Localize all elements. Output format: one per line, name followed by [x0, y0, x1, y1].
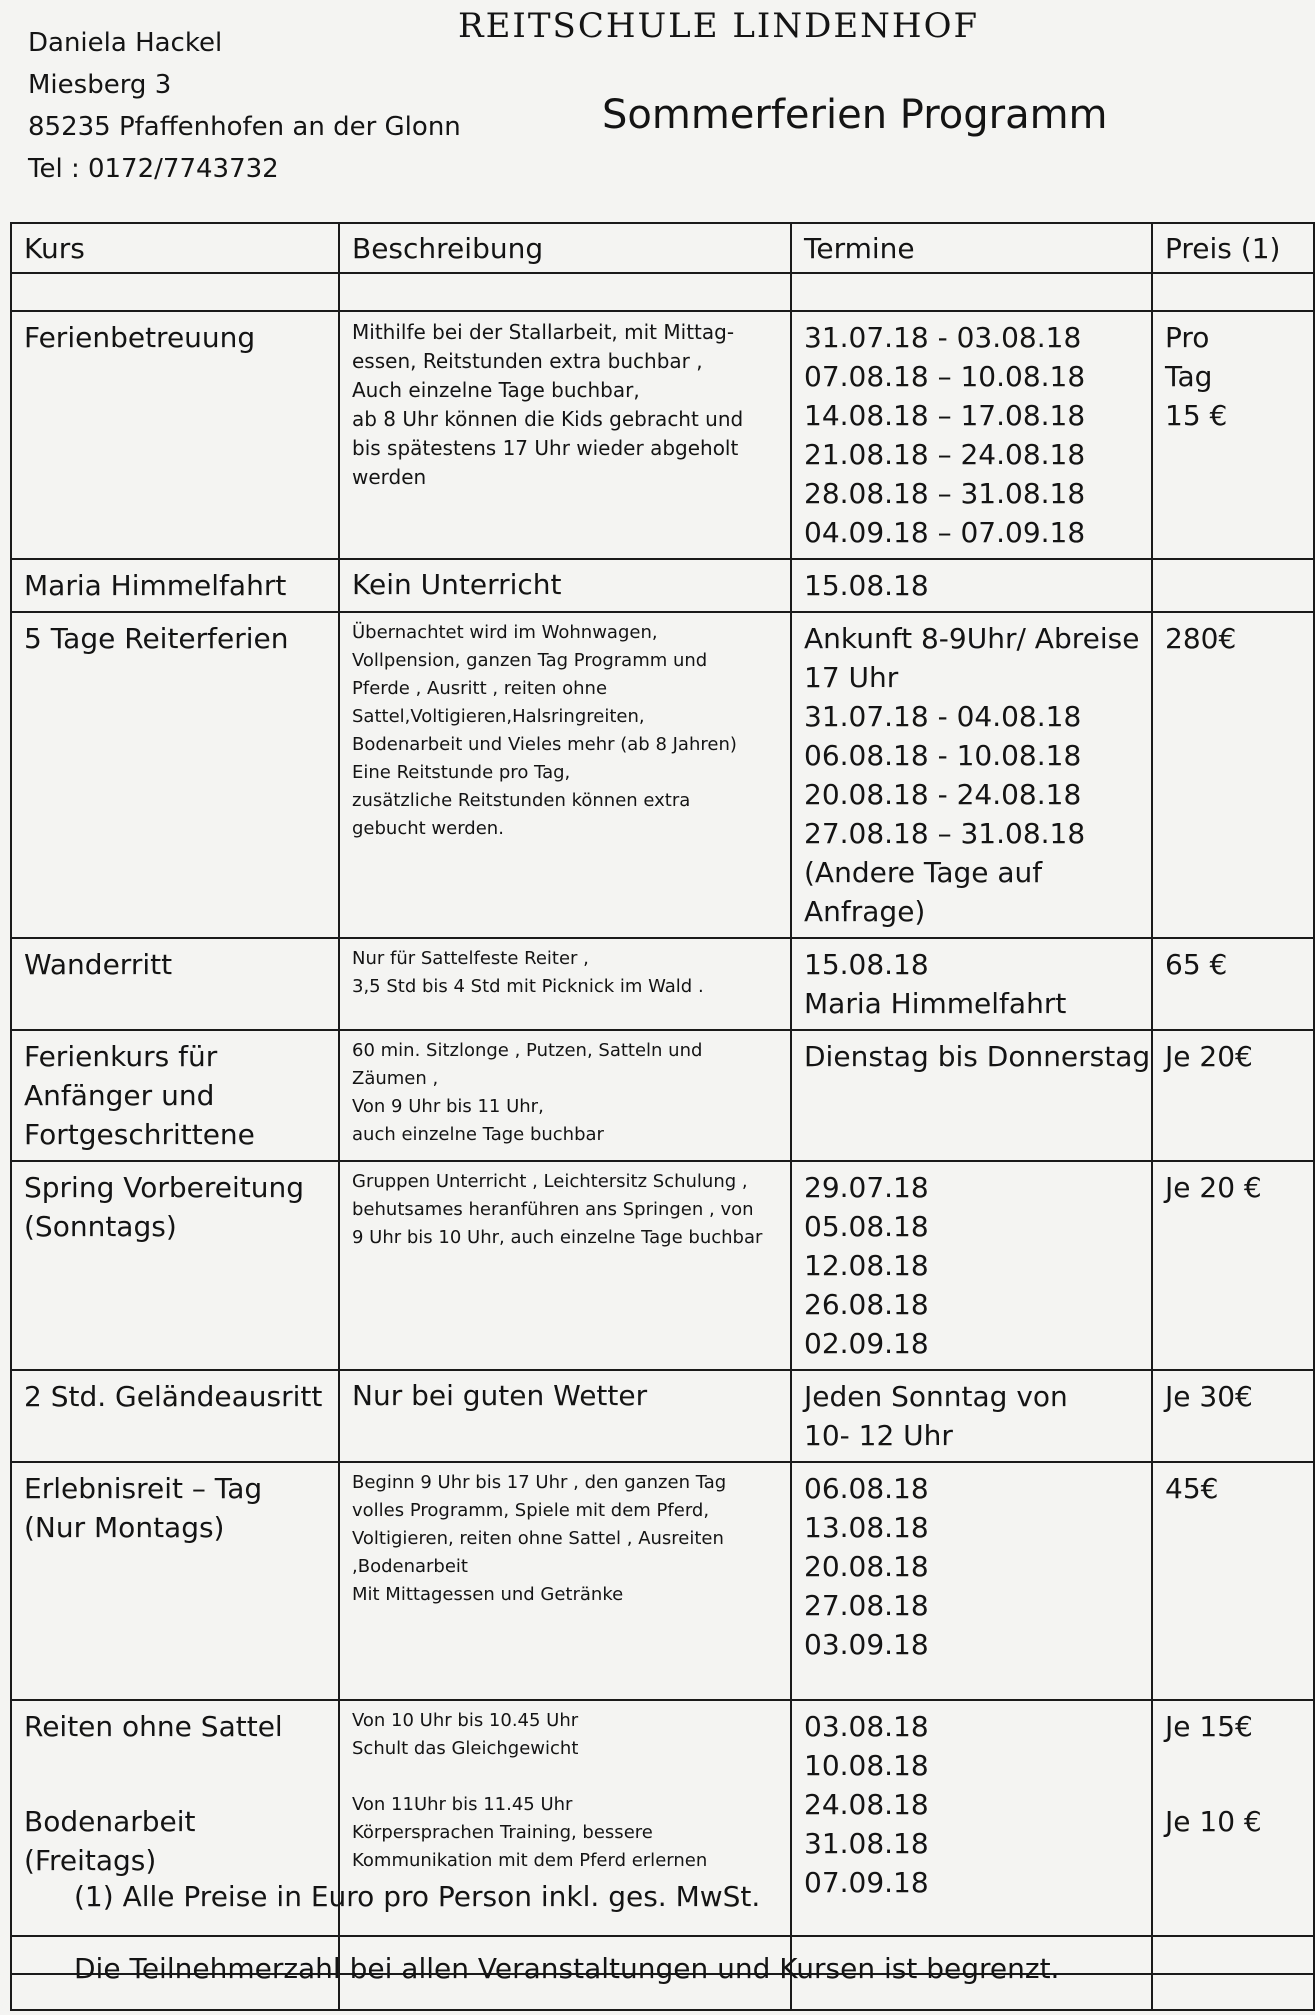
date-line: 06.08.18 [804, 1472, 929, 1505]
description-line: Von 11Uhr bis 11.45 Uhr [352, 1794, 573, 1815]
date-line: 29.07.18 [804, 1171, 929, 1204]
description-line: Pferde , Ausritt , reiten ohne [352, 678, 608, 699]
date-line: 07.09.18 [804, 1866, 929, 1899]
date-line: 10- 12 Uhr [804, 1419, 953, 1452]
spacer-row [11, 273, 1314, 311]
kurs-line: Fortgeschrittene [24, 1118, 255, 1151]
table-row [11, 938, 1314, 1030]
date-line: 27.08.18 – 31.08.18 [804, 817, 1086, 850]
description-line: auch einzelne Tage buchbar [352, 1124, 604, 1145]
price-cell [1152, 938, 1314, 1030]
date-line: 06.08.18 - 10.08.18 [804, 739, 1082, 772]
kurs-cell [11, 612, 339, 938]
price-cell [1152, 1462, 1314, 1700]
description-cell [339, 311, 791, 559]
dates-cell [791, 1161, 1152, 1370]
description-cell [339, 1370, 791, 1462]
dates-cell [791, 1462, 1152, 1700]
price-cell [1152, 1030, 1314, 1161]
description-cell [339, 1030, 791, 1161]
kurs-line: Maria Himmelfahrt [24, 569, 287, 602]
description-line: 9 Uhr bis 10 Uhr, auch einzelne Tage buchbar [352, 1227, 763, 1248]
date-line: 10.08.18 [804, 1749, 929, 1782]
description-cell [339, 612, 791, 938]
description-cell [339, 559, 791, 612]
description-line: Sattel,Voltigieren,Halsringreiten, [352, 706, 645, 727]
kurs-cell [11, 559, 339, 612]
price-cell [1152, 612, 1314, 938]
kurs-line: (Freitags) [24, 1844, 157, 1877]
kurs-line: Wanderritt [24, 948, 173, 981]
table-row [11, 1370, 1314, 1462]
page-title: Sommerferien Programm [602, 92, 1108, 138]
description-line: Nur für Sattelfeste Reiter , [352, 948, 589, 969]
date-line: 04.09.18 – 07.09.18 [804, 516, 1086, 549]
table-header-row [11, 223, 1314, 273]
date-line: 31.08.18 [804, 1827, 929, 1860]
kurs-line: Ferienbetreuung [24, 321, 256, 354]
school-name: REITSCHULE LINDENHOF [458, 6, 980, 46]
description-line: Von 10 Uhr bis 10.45 Uhr [352, 1710, 579, 1731]
price-line: Je 15€ [1165, 1710, 1253, 1743]
date-line: 26.08.18 [804, 1288, 929, 1321]
kurs-line: Spring Vorbereitung [24, 1171, 305, 1204]
kurs-line: Reiten ohne Sattel [24, 1710, 283, 1743]
description-line: Mithilfe bei der Stallarbeit, mit Mittag- [352, 320, 735, 344]
description-line: 60 min. Sitzlonge , Putzen, Satteln und [352, 1040, 703, 1061]
date-line: 03.09.18 [804, 1628, 929, 1661]
date-line: 14.08.18 – 17.08.18 [804, 399, 1086, 432]
date-line: 03.08.18 [804, 1710, 929, 1743]
description-line: Gruppen Unterricht , Leichtersitz Schulung , [352, 1171, 748, 1192]
date-line: 31.07.18 - 04.08.18 [804, 700, 1082, 733]
description-cell [339, 1161, 791, 1370]
description-line: Körpersprachen Training, bessere [352, 1822, 653, 1843]
kurs-line: (Sonntags) [24, 1210, 177, 1243]
price-line: Je 30€ [1165, 1380, 1253, 1413]
description-line: Kommunikation mit dem Pferd erlernen [352, 1850, 708, 1871]
date-line: 17 Uhr [804, 661, 899, 694]
price-line: Pro [1165, 321, 1210, 354]
description-line: ,Bodenarbeit [352, 1556, 468, 1577]
description-line: bis spätestens 17 Uhr wieder abgeholt [352, 436, 739, 460]
header-termine: Termine [791, 223, 1152, 273]
date-line: 31.07.18 - 03.08.18 [804, 321, 1082, 354]
table-row [11, 559, 1314, 612]
spacer [24, 1746, 326, 1802]
dates-cell [791, 612, 1152, 938]
date-line: 27.08.18 [804, 1589, 929, 1622]
spacer [1165, 1746, 1301, 1802]
price-line: 45€ [1165, 1472, 1219, 1505]
description-line: Kein Unterricht [352, 568, 562, 601]
dates-cell [791, 1030, 1152, 1161]
description-line: Zäumen , [352, 1068, 439, 1089]
kurs-line: (Nur Montags) [24, 1511, 225, 1544]
description-line: zusätzliche Reitstunden können extra [352, 790, 691, 811]
table-row [11, 1462, 1314, 1700]
description-line: Nur bei guten Wetter [352, 1379, 648, 1412]
dates-cell [791, 559, 1152, 612]
date-line: 24.08.18 [804, 1788, 929, 1821]
description-line: Übernachtet wird im Wohnwagen, [352, 622, 658, 643]
description-cell [339, 1462, 791, 1700]
date-line: Maria Himmelfahrt [804, 987, 1067, 1020]
description-line: Schult das Gleichgewicht [352, 1738, 579, 1759]
date-line: Dienstag bis Donnerstag [804, 1040, 1151, 1073]
kurs-line: Erlebnisreit – Tag [24, 1472, 263, 1505]
date-line: Jeden Sonntag von [804, 1380, 1068, 1413]
description-line: Voltigieren, reiten ohne Sattel , Ausreiten [352, 1528, 724, 1549]
price-cell [1152, 311, 1314, 559]
price-cell [1152, 1161, 1314, 1370]
date-line: 12.08.18 [804, 1249, 929, 1282]
description-line: Mit Mittagessen und Getränke [352, 1584, 624, 1605]
price-cell [1152, 1700, 1314, 1936]
price-line: 15 € [1165, 399, 1228, 432]
kurs-line: Ferienkurs für [24, 1040, 218, 1073]
description-line: 3,5 Std bis 4 Std mit Picknick im Wald . [352, 976, 704, 997]
date-line: 07.08.18 – 10.08.18 [804, 360, 1086, 393]
price-line: 280€ [1165, 622, 1237, 655]
spacer [352, 1763, 778, 1791]
kurs-line: Bodenarbeit [24, 1805, 196, 1838]
price-cell [1152, 559, 1314, 612]
dates-cell [791, 1370, 1152, 1462]
description-line: Von 9 Uhr bis 11 Uhr, [352, 1096, 544, 1117]
description-line: ab 8 Uhr können die Kids gebracht und [352, 407, 744, 431]
date-line: (Andere Tage auf [804, 856, 1043, 889]
kurs-cell [11, 1462, 339, 1700]
description-line: gebucht werden. [352, 818, 504, 839]
description-line: Vollpension, ganzen Tag Programm und [352, 650, 708, 671]
sender-city: 85235 Pfaffenhofen an der Glonn [28, 112, 461, 142]
date-line: 05.08.18 [804, 1210, 929, 1243]
date-line: 20.08.18 - 24.08.18 [804, 778, 1082, 811]
date-line: 02.09.18 [804, 1327, 929, 1360]
description-line: essen, Reitstunden extra buchbar , [352, 349, 703, 373]
participant-limit-note: Die Teilnehmerzahl bei allen Veranstaltungen und Kursen ist begrenzt. [74, 1952, 1060, 1985]
description-line: Beginn 9 Uhr bis 17 Uhr , den ganzen Tag [352, 1472, 727, 1493]
description-line: werden [352, 465, 427, 489]
description-line: volles Programm, Spiele mit dem Pferd, [352, 1500, 710, 1521]
kurs-cell [11, 1030, 339, 1161]
dates-cell [791, 938, 1152, 1030]
header-preis: Preis (1) [1152, 223, 1314, 273]
kurs-line: 2 Std. Geländeausritt [24, 1380, 323, 1413]
sender-name: Daniela Hackel [28, 28, 223, 58]
price-line: Je 10 € [1165, 1805, 1262, 1838]
table-row [11, 1161, 1314, 1370]
description-line: Auch einzelne Tage buchbar, [352, 378, 640, 402]
sender-address [28, 22, 461, 190]
date-line: 28.08.18 – 31.08.18 [804, 477, 1086, 510]
price-footnote: (1) Alle Preise in Euro pro Person inkl. ges. MwSt. [74, 1880, 761, 1913]
table-row [11, 612, 1314, 938]
price-line: Je 20 € [1165, 1171, 1262, 1204]
kurs-line: Anfänger und [24, 1079, 215, 1112]
dates-cell [791, 1700, 1152, 1936]
price-line: Tag [1165, 360, 1213, 393]
date-line: 21.08.18 – 24.08.18 [804, 438, 1086, 471]
kurs-line: 5 Tage Reiterferien [24, 622, 289, 655]
price-cell [1152, 1370, 1314, 1462]
date-line: 15.08.18 [804, 569, 929, 602]
kurs-cell [11, 1370, 339, 1462]
date-line: Anfrage) [804, 895, 926, 928]
sender-phone: Tel : 0172/7743732 [28, 154, 279, 184]
program-table [10, 222, 1315, 2011]
dates-cell [791, 311, 1152, 559]
date-line: 15.08.18 [804, 948, 929, 981]
header-kurs: Kurs [11, 223, 339, 273]
date-line: Ankunft 8-9Uhr/ Abreise [804, 622, 1140, 655]
sender-street: Miesberg 3 [28, 70, 172, 100]
description-line: behutsames heranführen ans Springen , von [352, 1199, 754, 1220]
price-line: 65 € [1165, 948, 1228, 981]
description-line: Eine Reitstunde pro Tag, [352, 762, 571, 783]
kurs-cell [11, 938, 339, 1030]
header-beschreibung: Beschreibung [339, 223, 791, 273]
table-row [11, 311, 1314, 559]
table-row [11, 1030, 1314, 1161]
kurs-cell [11, 1161, 339, 1370]
kurs-cell [11, 311, 339, 559]
date-line: 13.08.18 [804, 1511, 929, 1544]
date-line: 20.08.18 [804, 1550, 929, 1583]
description-line: Bodenarbeit und Vieles mehr (ab 8 Jahren) [352, 734, 737, 755]
price-line: Je 20€ [1165, 1040, 1253, 1073]
description-cell [339, 938, 791, 1030]
